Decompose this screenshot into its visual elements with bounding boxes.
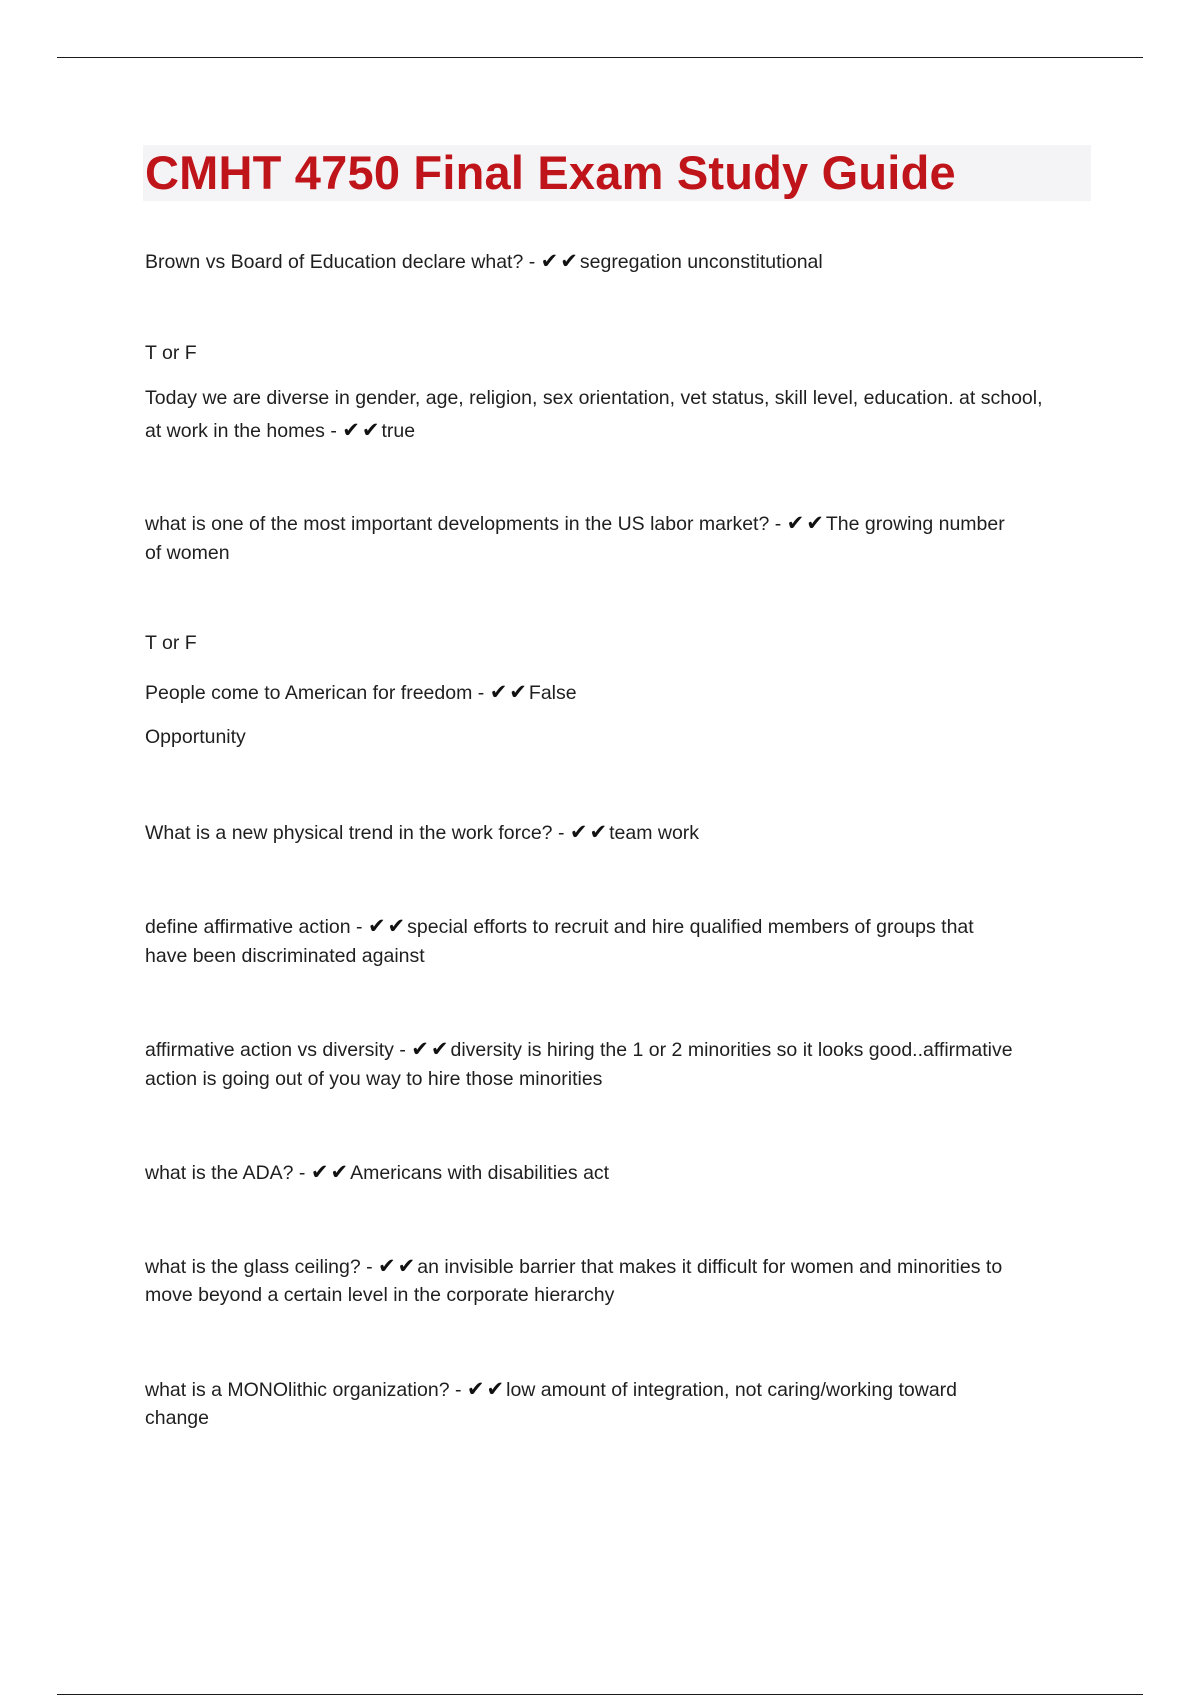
question-text: Brown vs Board of Education declare what? (145, 251, 524, 273)
check-icon: ✔ (569, 820, 590, 844)
qa-item-6: define affirmative action - ✔✔special efforts to recruit and hire qualified members of groups that (145, 911, 974, 942)
qa-item-4: People come to American for freedom - ✔✔False (145, 677, 577, 708)
check-icon: ✔ (540, 249, 561, 273)
answer-text: diversity is hiring the 1 or 2 minorities so it looks good..affirmative (450, 1039, 1013, 1061)
check-icon: ✔ (411, 1037, 431, 1061)
check-icon: ✔ (466, 1377, 487, 1401)
answer-text: False (528, 682, 577, 704)
answer-text: Americans with disabilities act (350, 1162, 610, 1184)
answer-text: an invisible barrier that makes it difficult for women and minorities to (417, 1256, 1003, 1278)
check-icon: ✔ (589, 820, 610, 844)
check-icon: ✔ (489, 680, 510, 704)
qa-item-9: what is the glass ceiling? - ✔✔an invisible barrier that makes it difficult for women and minorities to (145, 1251, 1002, 1282)
answer-text: action is going out of you way to hire those minorities (145, 1068, 603, 1090)
check-icon: ✔ (806, 511, 826, 535)
question-text: what is the ADA? (145, 1162, 294, 1184)
answer-extra-text: Opportunity (145, 726, 246, 748)
question-text: affirmative action vs diversity (145, 1039, 394, 1061)
check-icon: ✔ (310, 1160, 331, 1184)
qa-item-3: what is one of the most important developments in the US labor market? - ✔✔The growing number (145, 508, 1005, 539)
answer-text: have been discriminated against (145, 945, 425, 967)
answer-text: change (145, 1407, 209, 1429)
check-icon: ✔ (397, 1254, 418, 1278)
question-text: define affirmative action (145, 916, 351, 938)
qa-item-5: What is a new physical trend in the work force? - ✔✔team work (145, 817, 699, 848)
check-icon: ✔ (509, 680, 529, 704)
answer-text: low amount of integration, not caring/working toward (506, 1379, 958, 1401)
question-text: at work in the homes (145, 420, 325, 442)
answer-text: segregation unconstitutional (579, 251, 823, 273)
qa-item-2: at work in the homes - ✔✔true (145, 415, 415, 446)
question-text: what is the glass ceiling? (145, 1256, 361, 1278)
question-text: What is a new physical trend in the work force? (145, 822, 553, 844)
check-icon: ✔ (387, 914, 408, 938)
answer-text: The growing number (825, 513, 1005, 535)
document-title: CMHT 4750 Final Exam Study Guide (145, 146, 956, 199)
tf-label: T or F (145, 342, 197, 364)
answer-text: of women (145, 542, 230, 564)
check-icon: ✔ (560, 249, 580, 273)
question-text: what is a MONOlithic organization? (145, 1379, 450, 1401)
answer-text: team work (609, 822, 700, 844)
question-text: Today we are diverse in gender, age, religion, sex orientation, vet status, skill level, education. at school, (145, 387, 1043, 409)
answer-text: move beyond a certain level in the corporate hierarchy (145, 1284, 615, 1306)
check-icon: ✔ (342, 418, 362, 442)
qa-item-10: what is a MONOlithic organization? - ✔✔low amount of integration, not caring/working toward (145, 1374, 957, 1405)
question-text: what is one of the most important developments in the US labor market? (145, 513, 770, 535)
qa-item-8: what is the ADA? - ✔✔Americans with disabilities act (145, 1157, 609, 1188)
qa-item-1: Brown vs Board of Education declare what? - ✔✔segregation unconstitutional (145, 246, 823, 277)
check-icon: ✔ (367, 914, 388, 938)
check-icon: ✔ (330, 1160, 351, 1184)
qa-item-7: affirmative action vs diversity - ✔✔diversity is hiring the 1 or 2 minorities so it looks good..affirmative (145, 1034, 1013, 1065)
check-icon: ✔ (486, 1377, 507, 1401)
bottom-rule (57, 1694, 1143, 1695)
check-icon: ✔ (786, 511, 807, 535)
top-rule (57, 57, 1143, 58)
answer-text: special efforts to recruit and hire qualified members of groups that (407, 916, 974, 938)
check-icon: ✔ (361, 418, 382, 442)
check-icon: ✔ (430, 1037, 451, 1061)
check-icon: ✔ (378, 1254, 398, 1278)
question-text: People come to American for freedom (145, 682, 473, 704)
answer-text: true (381, 420, 416, 442)
tf-label: T or F (145, 632, 197, 654)
